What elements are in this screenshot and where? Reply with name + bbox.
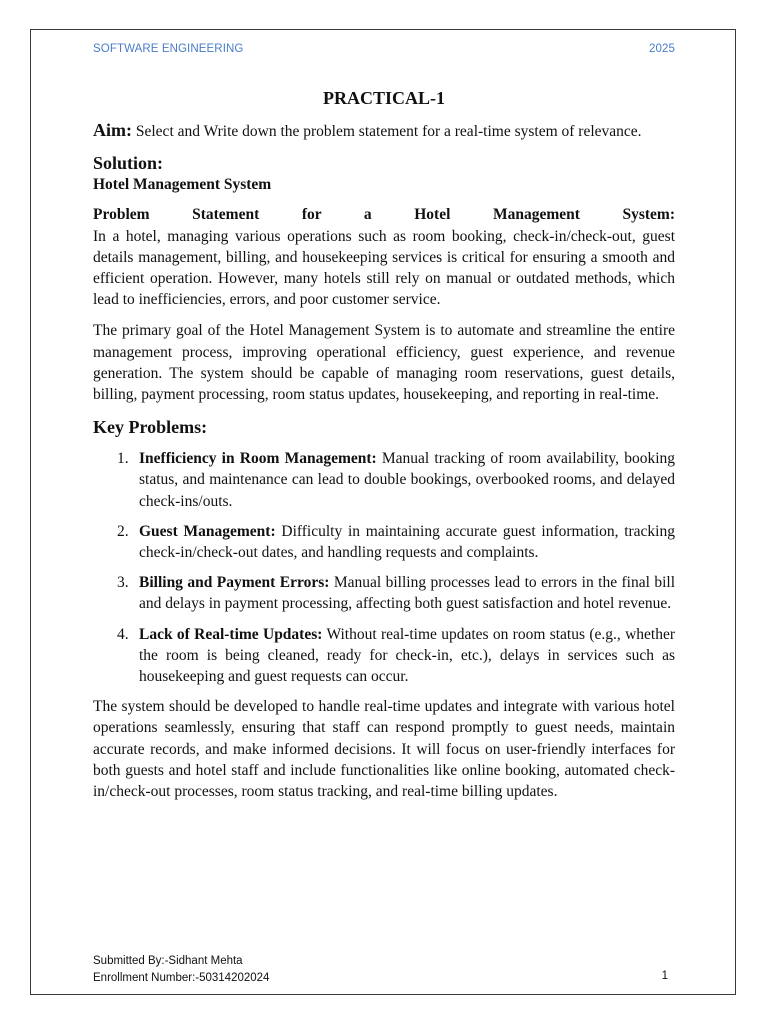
footer — [93, 953, 269, 987]
list-item-title: Billing and Payment Errors: — [139, 574, 330, 592]
list-item-title: Guest Management: — [139, 522, 276, 540]
list-item-title: Inefficiency in Room Management: — [139, 450, 377, 468]
list-item-number: 4. — [117, 625, 129, 643]
list-item-number: 2. — [117, 522, 129, 540]
list-item — [93, 624, 675, 688]
key-problems-list — [93, 448, 675, 687]
list-item-text: Difficulty in maintaining accurate guest information, tracking check-in/check-out dates, and handling requests and complaints. — [139, 522, 675, 562]
list-item — [93, 521, 675, 563]
page-title: PRACTICAL-1 — [322, 88, 445, 108]
list-item-text: Without real-time updates on room status (e.g., whether the room is being cleaned, ready for check-in, etc.), delays in services such as housekeeping and guest requests can occur. — [139, 625, 675, 686]
problem-statement-heading: Problem Statement for a Hotel Management System: — [93, 206, 675, 224]
page-number: 1 — [661, 970, 668, 982]
aim-label: Aim: — [93, 120, 132, 140]
list-item-text: Manual tracking of room availability, booking status, and maintenance can lead to double bookings, overbooked rooms, and delayed check-ins/outs. — [139, 450, 676, 510]
system-name-heading: Hotel Management System — [93, 176, 272, 194]
list-item — [93, 448, 675, 512]
aim-text: Select and Write down the problem statement for a real-time system of relevance. — [132, 123, 642, 140]
list-item-number: 3. — [117, 574, 129, 592]
header-course-title: SOFTWARE ENGINEERING — [93, 43, 244, 55]
problem-statement-paragraph — [93, 204, 675, 310]
header-year: 2025 — [649, 43, 675, 55]
submitted-by: Submitted By:-Sidhant Mehta — [93, 955, 243, 967]
enrollment-number: Enrollment Number:-50314202024 — [93, 972, 270, 984]
list-item-title: Lack of Real-time Updates: — [139, 625, 323, 643]
closing-paragraph: The system should be developed to handle real-time updates and integrate with various hotel operations seamlessly, ensuring that staff can respond promptly to guest needs, maintain accurate records, and make informed decisions. It will focus on user-friendly interfaces for both guests and hotel staff and include functionalities like online booking, automated check-in/check-out processes, room status tracking, and real-time billing updates. — [93, 698, 675, 801]
list-item-number: 1. — [117, 450, 129, 468]
key-problems-heading: Key Problems: — [93, 417, 208, 438]
solution-heading: Solution: — [93, 153, 164, 174]
aim-paragraph — [93, 120, 675, 142]
goal-paragraph: The primary goal of the Hotel Management System is to automate and streamline the entire management process, improving operational efficiency, guest experience, and revenue generation. The system should be capable of managing room reservations, guest details, billing, payment processing, room status updates, housekeeping, and reporting in real-time. — [93, 322, 675, 404]
list-item-text: Manual billing processes lead to errors in the final bill and delays in payment processing, affecting both guest satisfaction and hotel revenue. — [139, 574, 676, 613]
list-item — [93, 572, 675, 614]
problem-statement-text: In a hotel, managing various operations such as room booking, check-in/check-out, guest details management, billing, and housekeeping services is critical for ensuring a smooth and efficient operation. However, many hotels still rely on manual or outdated methods, which lead to inefficiencies, errors, and poor customer service. — [93, 227, 675, 309]
document-body — [93, 86, 675, 812]
